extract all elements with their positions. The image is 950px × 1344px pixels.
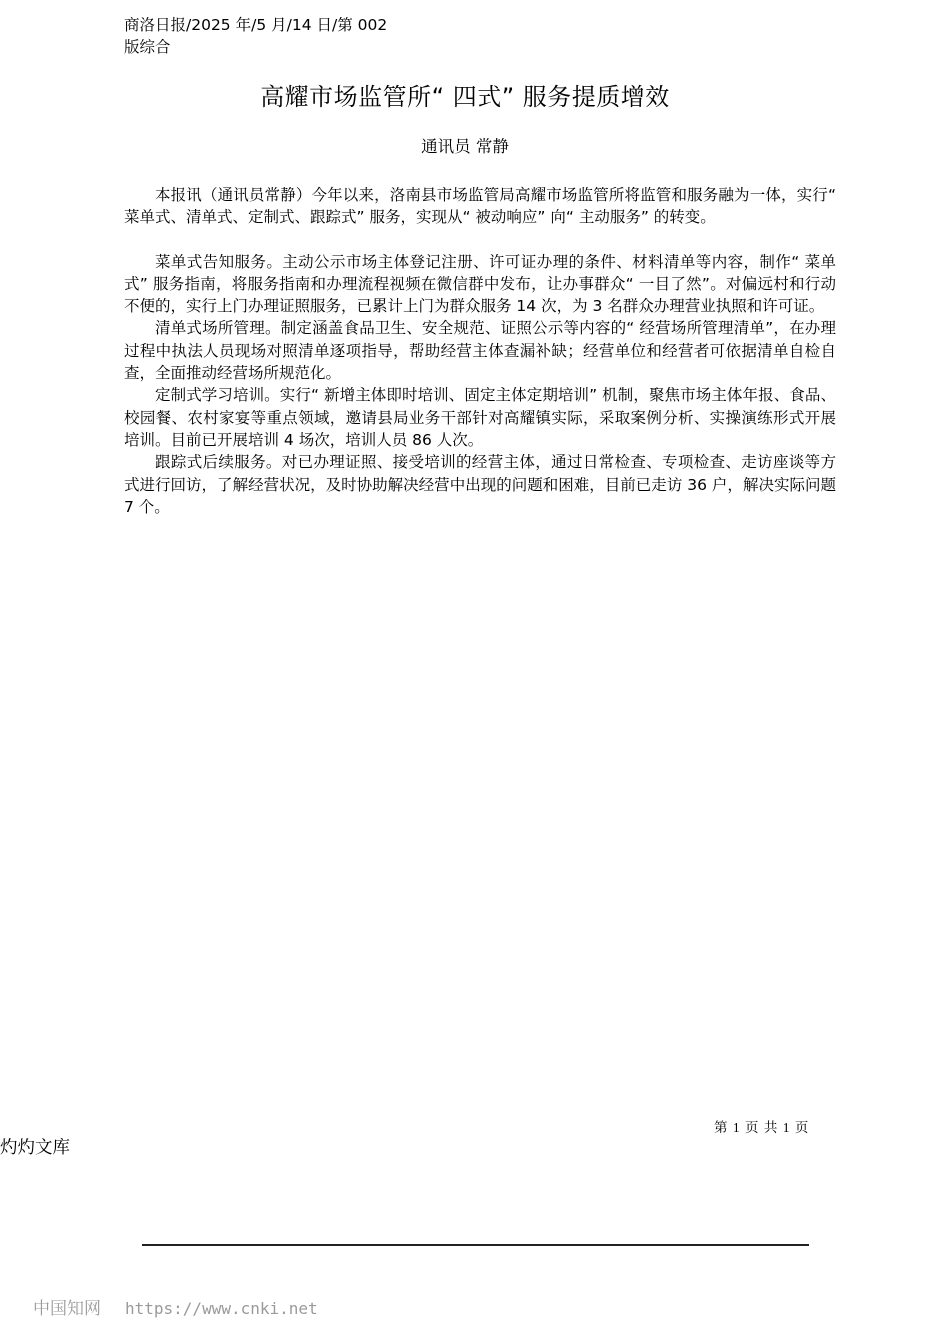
- article-body: [124, 184, 836, 518]
- page-indicator: 第 1 页 共 1 页: [714, 1120, 810, 1135]
- article-title: 高耀市场监管所“ 四式” 服务提质增效: [260, 83, 670, 111]
- cnki-url-link[interactable]: https://www.cnki.net: [125, 1299, 318, 1318]
- footer-divider: [142, 1244, 809, 1246]
- publication-source: 商洛日报/2025 年/5 月/14 日/第 002 版综合: [124, 16, 388, 56]
- paragraph-lead: 本报讯（通讯员常静）今年以来，洛南县市场监管局高耀市场监管所将监管和服务融为一体，实行“ 菜单式、清单式、定制式、跟踪式” 服务，实现从“ 被动响应” 向“ 主动服务” 的转变。: [124, 186, 836, 227]
- cnki-footer: [33, 1294, 318, 1319]
- paragraph-custom-training: 定制式学习培训。实行“ 新增主体即时培训、固定主体定期培训” 机制，聚焦市场主体年报、食品、校园餐、农村家宴等重点领域，邀请县局业务干部针对高耀镇实际，采取案例分析、实操演练形式开展培训。目前已开展培训 4 场次，培训人员 86 人次。: [124, 386, 836, 449]
- cnki-site-name: 中国知网: [33, 1299, 101, 1319]
- paragraph-follow-up-service: 跟踪式后续服务。对已办理证照、接受培训的经营主体，通过日常检查、专项检查、走访座谈等方式进行回访，了解经营状况，及时协助解决经营中出现的问题和困难，目前已走访 36 户，解决实际问题 7 个。: [124, 453, 836, 516]
- article-author: 通讯员 常静: [421, 137, 509, 156]
- paragraph-menu-service: 菜单式告知服务。主动公示市场主体登记注册、许可证办理的条件、材料清单等内容，制作“ 菜单式” 服务指南，将服务指南和办理流程视频在微信群中发布，让办事群众“ 一目了然”。对偏远村和行动不便的，实行上门办理证照服务，已累计上门为群众服务 14 次，为 3 名群众办理营业执照和许可证。: [124, 252, 836, 316]
- paragraph-checklist-management: 清单式场所管理。制定涵盖食品卫生、安全规范、证照公示等内容的“ 经营场所管理清单”，在办理过程中执法人员现场对照清单逐项指导，帮助经营主体查漏补缺；经营单位和经营者可依据清单自检自查，全面推动经营场所规范化。: [124, 319, 836, 383]
- watermark-text: 灼灼文库: [0, 1138, 70, 1158]
